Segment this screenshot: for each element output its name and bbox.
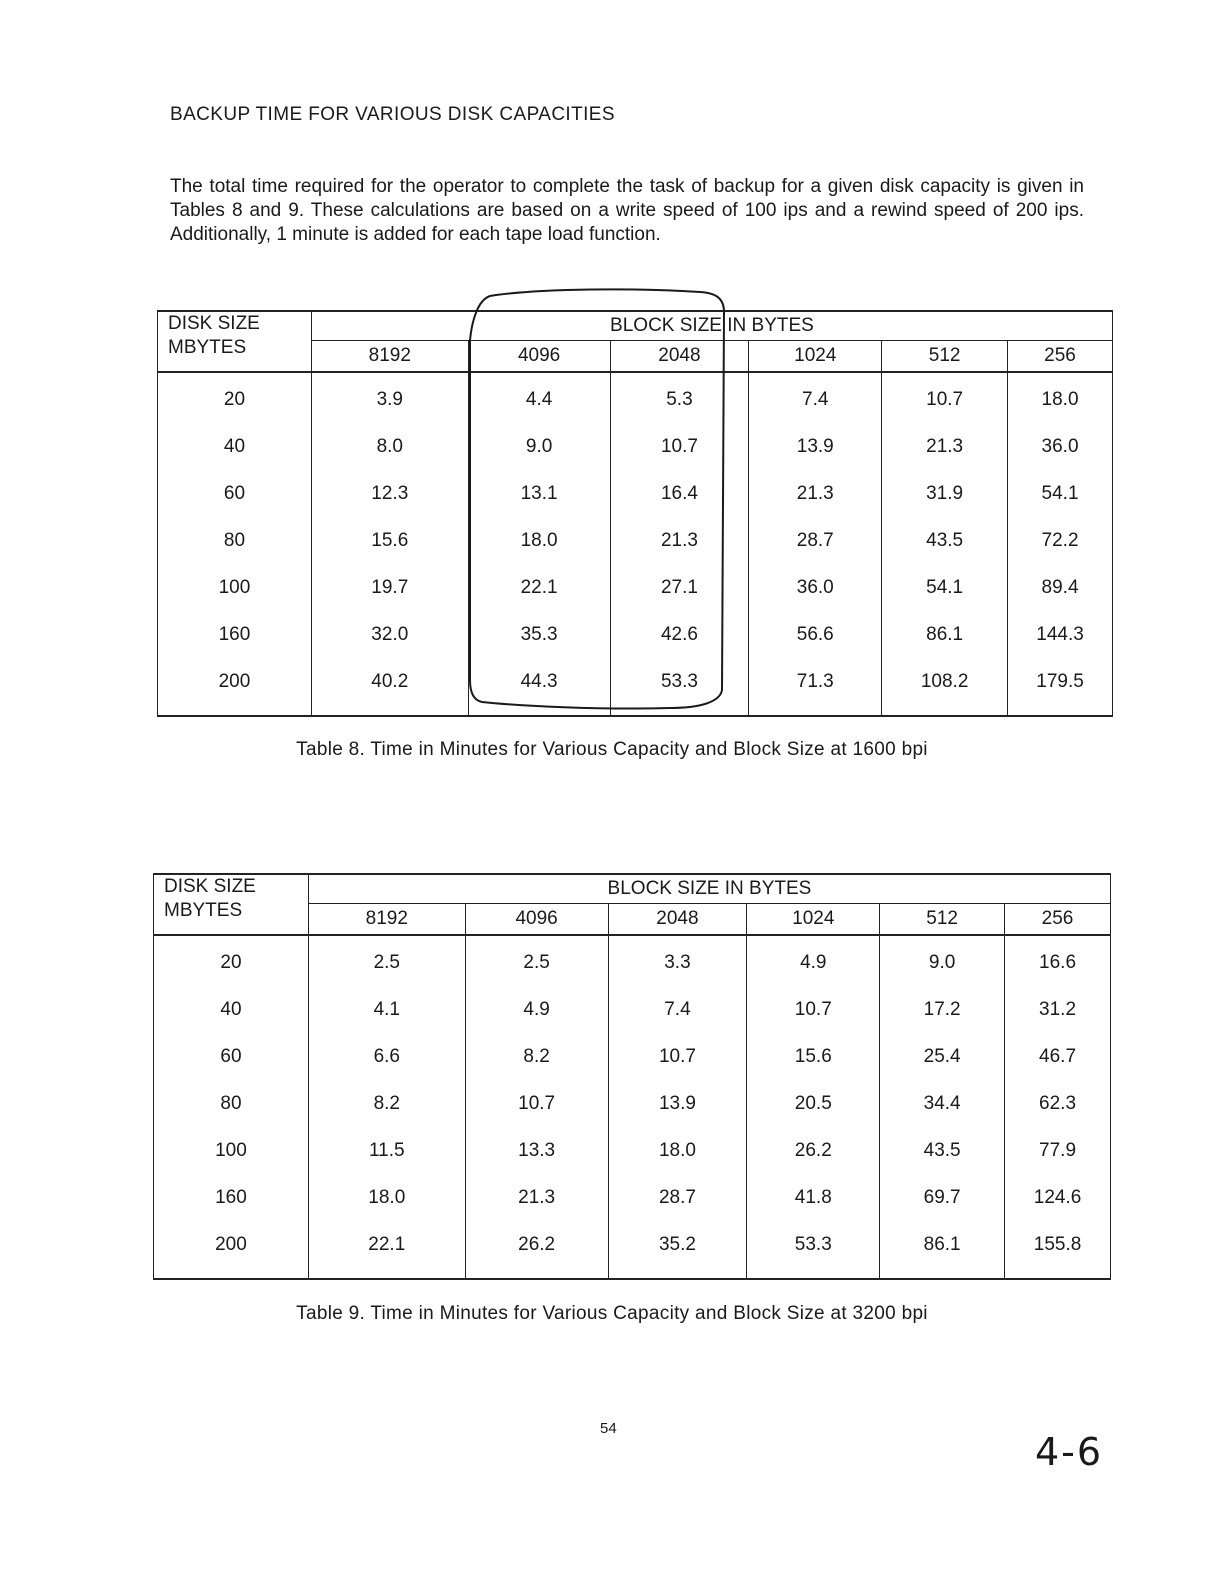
time-cell: 21.3 <box>610 517 749 564</box>
disk-size-cell: 60 <box>154 1033 309 1080</box>
block-size-cell: 256 <box>1008 341 1113 373</box>
time-cell: 40.2 <box>311 658 468 716</box>
table-row <box>154 1174 1111 1221</box>
time-cell: 35.2 <box>608 1221 747 1279</box>
time-cell: 26.2 <box>747 1127 880 1174</box>
time-cell: 7.4 <box>749 372 882 423</box>
time-cell: 22.1 <box>468 564 610 611</box>
time-cell: 12.3 <box>311 470 468 517</box>
time-cell: 86.1 <box>880 1221 1005 1279</box>
handwritten-page-note: 4-6 <box>1035 1430 1104 1474</box>
disk-size-cell: 100 <box>154 1127 309 1174</box>
table-row <box>158 611 1113 658</box>
time-cell: 53.3 <box>610 658 749 716</box>
table-8 <box>157 310 1113 717</box>
time-cell: 9.0 <box>468 423 610 470</box>
time-cell: 19.7 <box>311 564 468 611</box>
time-cell: 18.0 <box>308 1174 465 1221</box>
time-cell: 15.6 <box>311 517 468 564</box>
time-cell: 18.0 <box>1008 372 1113 423</box>
time-cell: 5.3 <box>610 372 749 423</box>
time-cell: 31.2 <box>1005 986 1111 1033</box>
block-size-header: BLOCK SIZE IN BYTES <box>311 311 1112 341</box>
time-cell: 44.3 <box>468 658 610 716</box>
time-cell: 77.9 <box>1005 1127 1111 1174</box>
table-row <box>158 564 1113 611</box>
time-cell: 7.4 <box>608 986 747 1033</box>
time-cell: 13.9 <box>608 1080 747 1127</box>
time-cell: 3.3 <box>608 935 747 986</box>
table-row <box>154 1127 1111 1174</box>
time-cell: 9.0 <box>880 935 1005 986</box>
time-cell: 62.3 <box>1005 1080 1111 1127</box>
disk-size-cell: 20 <box>158 372 312 423</box>
disk-size-header-line2: MBYTES <box>164 900 243 921</box>
time-cell: 89.4 <box>1008 564 1113 611</box>
time-cell: 27.1 <box>610 564 749 611</box>
time-cell: 18.0 <box>608 1127 747 1174</box>
time-cell: 26.2 <box>465 1221 608 1279</box>
time-cell: 6.6 <box>308 1033 465 1080</box>
table-row <box>158 372 1113 423</box>
block-size-header: BLOCK SIZE IN BYTES <box>308 874 1110 904</box>
time-cell: 36.0 <box>1008 423 1113 470</box>
intro-paragraph: The total time required for the operator to complete the task of backup for a given disk capacity is given in Tables 8 and 9. These calculations are based on a write speed of 100 ips and a rewind speed of 200 ips. Additionally, 1 minute is added for each tape load function. <box>170 176 1084 245</box>
table-row <box>158 658 1113 716</box>
time-cell: 41.8 <box>747 1174 880 1221</box>
table-8-caption: Table 8. Time in Minutes for Various Capacity and Block Size at 1600 bpi <box>296 739 928 760</box>
time-cell: 31.9 <box>882 470 1008 517</box>
table-row <box>154 1221 1111 1279</box>
disk-size-cell: 40 <box>154 986 309 1033</box>
block-size-cell: 2048 <box>608 904 747 936</box>
time-cell: 4.1 <box>308 986 465 1033</box>
time-cell: 15.6 <box>747 1033 880 1080</box>
disk-size-cell: 160 <box>154 1174 309 1221</box>
time-cell: 54.1 <box>1008 470 1113 517</box>
time-cell: 21.3 <box>749 470 882 517</box>
disk-size-header-line1: DISK SIZE <box>168 313 260 334</box>
page-number: 54 <box>600 1420 617 1437</box>
time-cell: 42.6 <box>610 611 749 658</box>
time-cell: 8.2 <box>308 1080 465 1127</box>
table-row <box>158 423 1113 470</box>
table-header-row <box>154 874 1111 904</box>
table-row <box>154 986 1111 1033</box>
time-cell: 20.5 <box>747 1080 880 1127</box>
time-cell: 10.7 <box>465 1080 608 1127</box>
time-cell: 46.7 <box>1005 1033 1111 1080</box>
disk-size-cell: 40 <box>158 423 312 470</box>
time-cell: 21.3 <box>882 423 1008 470</box>
section-heading: BACKUP TIME FOR VARIOUS DISK CAPACITIES <box>170 104 615 125</box>
disk-size-cell: 100 <box>158 564 312 611</box>
time-cell: 2.5 <box>465 935 608 986</box>
table-header-row <box>158 311 1113 341</box>
block-size-cell: 2048 <box>610 341 749 373</box>
time-cell: 56.6 <box>749 611 882 658</box>
time-cell: 34.4 <box>880 1080 1005 1127</box>
time-cell: 72.2 <box>1008 517 1113 564</box>
time-cell: 10.7 <box>610 423 749 470</box>
time-cell: 108.2 <box>882 658 1008 716</box>
block-size-cell: 256 <box>1005 904 1111 936</box>
block-size-cell: 512 <box>880 904 1005 936</box>
time-cell: 13.1 <box>468 470 610 517</box>
time-cell: 43.5 <box>882 517 1008 564</box>
time-cell: 11.5 <box>308 1127 465 1174</box>
disk-size-header <box>158 311 312 372</box>
time-cell: 4.4 <box>468 372 610 423</box>
time-cell: 179.5 <box>1008 658 1113 716</box>
block-size-cell: 1024 <box>747 904 880 936</box>
disk-size-cell: 60 <box>158 470 312 517</box>
table-row <box>158 517 1113 564</box>
disk-size-header <box>154 874 309 935</box>
table-row <box>154 1080 1111 1127</box>
table-row <box>158 470 1113 517</box>
time-cell: 144.3 <box>1008 611 1113 658</box>
time-cell: 13.3 <box>465 1127 608 1174</box>
time-cell: 2.5 <box>308 935 465 986</box>
time-cell: 124.6 <box>1005 1174 1111 1221</box>
time-cell: 22.1 <box>308 1221 465 1279</box>
time-cell: 4.9 <box>747 935 880 986</box>
disk-size-cell: 20 <box>154 935 309 986</box>
time-cell: 4.9 <box>465 986 608 1033</box>
time-cell: 53.3 <box>747 1221 880 1279</box>
time-cell: 17.2 <box>880 986 1005 1033</box>
time-cell: 8.0 <box>311 423 468 470</box>
time-cell: 18.0 <box>468 517 610 564</box>
table-9-caption: Table 9. Time in Minutes for Various Capacity and Block Size at 3200 bpi <box>296 1303 928 1324</box>
time-cell: 35.3 <box>468 611 610 658</box>
time-cell: 69.7 <box>880 1174 1005 1221</box>
time-cell: 3.9 <box>311 372 468 423</box>
time-cell: 21.3 <box>465 1174 608 1221</box>
time-cell: 36.0 <box>749 564 882 611</box>
disk-size-cell: 80 <box>158 517 312 564</box>
time-cell: 10.7 <box>747 986 880 1033</box>
block-size-cell: 512 <box>882 341 1008 373</box>
disk-size-cell: 80 <box>154 1080 309 1127</box>
time-cell: 16.6 <box>1005 935 1111 986</box>
table-9 <box>153 873 1111 1280</box>
time-cell: 71.3 <box>749 658 882 716</box>
time-cell: 16.4 <box>610 470 749 517</box>
block-size-cell: 1024 <box>749 341 882 373</box>
disk-size-header-line2: MBYTES <box>168 337 247 358</box>
block-size-cell: 4096 <box>468 341 610 373</box>
time-cell: 10.7 <box>882 372 1008 423</box>
time-cell: 32.0 <box>311 611 468 658</box>
time-cell: 86.1 <box>882 611 1008 658</box>
disk-size-cell: 200 <box>158 658 312 716</box>
block-size-cell: 8192 <box>311 341 468 373</box>
time-cell: 25.4 <box>880 1033 1005 1080</box>
block-size-cell: 8192 <box>308 904 465 936</box>
table-row <box>154 935 1111 986</box>
block-size-cell: 4096 <box>465 904 608 936</box>
time-cell: 13.9 <box>749 423 882 470</box>
time-cell: 8.2 <box>465 1033 608 1080</box>
disk-size-header-line1: DISK SIZE <box>164 876 256 897</box>
time-cell: 155.8 <box>1005 1221 1111 1279</box>
time-cell: 28.7 <box>608 1174 747 1221</box>
time-cell: 43.5 <box>880 1127 1005 1174</box>
time-cell: 10.7 <box>608 1033 747 1080</box>
table-row <box>154 1033 1111 1080</box>
time-cell: 28.7 <box>749 517 882 564</box>
time-cell: 54.1 <box>882 564 1008 611</box>
disk-size-cell: 160 <box>158 611 312 658</box>
disk-size-cell: 200 <box>154 1221 309 1279</box>
